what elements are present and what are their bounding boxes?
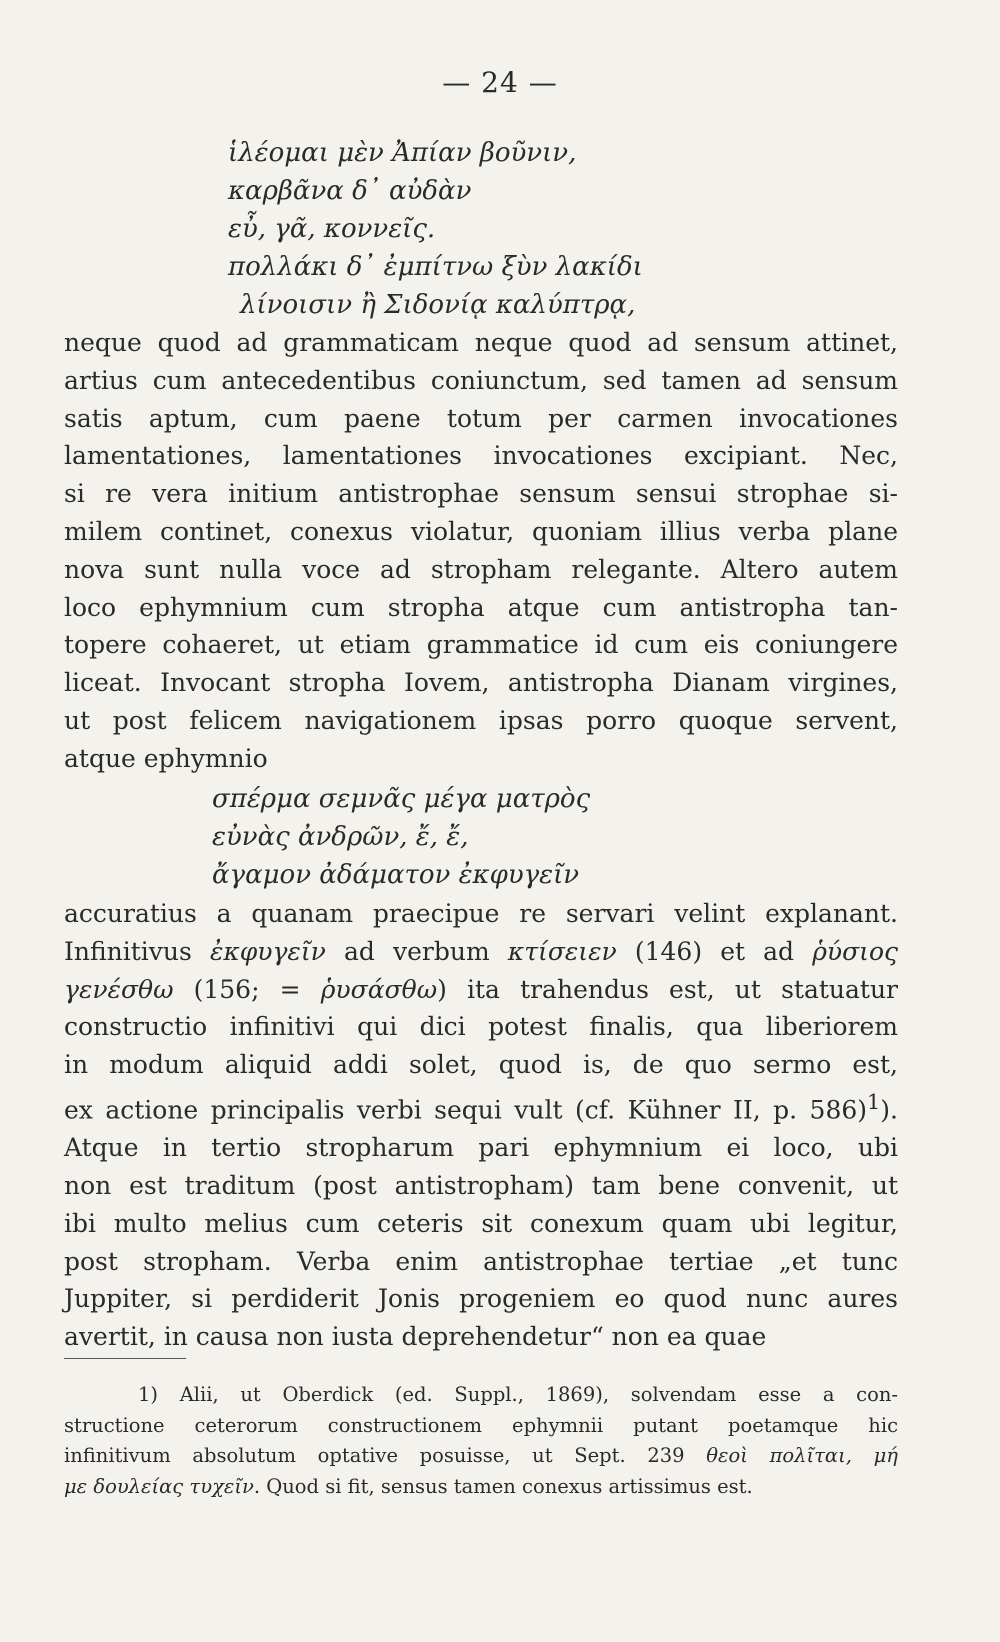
text-line: milem continet, conexus violatur, quoniam illius verba plane (64, 516, 898, 546)
text-line (64, 1472, 898, 1503)
text-span: ex actione principalis verbi sequi vult (cf. Kühner II, p. 586) (64, 1095, 868, 1125)
text-line (64, 1129, 898, 1167)
greek-inline-text: γενέσθω (64, 974, 174, 1004)
body-paragraph-2 (64, 895, 898, 1356)
text-line (64, 933, 898, 971)
text-span: Infinitivus (64, 936, 210, 966)
text-line: liceat. Invocant stropha Iovem, antistropha Dianam virgines, (64, 668, 898, 698)
text-line: lamentationes, lamentationes invocationes excipiant. Nec, (64, 441, 898, 471)
page-number: — 24 — (442, 66, 558, 99)
greek-inline-text: ῥυσάσθω (320, 974, 438, 1004)
text-line (64, 1046, 898, 1084)
greek-verse-line: καρβᾶνα δ᾽ αὐδὰν (228, 176, 472, 206)
text-span: ibi multo melius cum ceteris sit conexum quam ubi legitur, (64, 1208, 898, 1238)
text-line (64, 1167, 898, 1205)
body-paragraph-1 (64, 324, 898, 778)
text-span: ad verbum (325, 936, 508, 966)
text-span: Juppiter, si perdiderit Jonis progeniem eo quod nunc aures (64, 1284, 898, 1314)
text-span: accuratius a quanam praecipue re servari velint explanant. (64, 899, 898, 928)
greek-verse-line: λίνοισιν ἢ Σιδονίᾳ καλύπτρᾳ, (240, 290, 636, 320)
text-span: . Quod si fit, sensus tamen conexus artissimus est. (253, 1474, 753, 1498)
greek-verse-line: πολλάκι δ᾽ ἐμπίτνω ξὺν λακίδι (228, 252, 643, 282)
text-span: (156; = (173, 974, 321, 1004)
text-span: infinitivum absolutum optative posuisse, ut Sept. 239 (64, 1444, 707, 1467)
greek-inline-text: ῥύσιος (812, 936, 899, 966)
greek-verse-block-1 (228, 134, 643, 324)
text-line: loco ephymnium cum stropha atque cum antistropha tan- (64, 592, 898, 622)
text-span: 1) Alii, ut Oberdick (ed. Suppl., 1869), solvendam esse a con- (138, 1383, 898, 1406)
text-line (64, 1280, 898, 1318)
text-span: ). (880, 1095, 898, 1125)
footnote (64, 1380, 898, 1502)
text-line (64, 1243, 898, 1281)
greek-verse-block-2 (212, 780, 590, 894)
footnote-marker: 1 (867, 1089, 881, 1114)
text-span: post stropham. Verba enim antistrophae tertiae „et tunc (64, 1246, 898, 1276)
text-line: topere cohaeret, ut etiam grammatice id cum eis coniungere (64, 630, 898, 660)
greek-verse-line: ἱλέομαι μὲν Ἀπίαν βοῦνιν, (228, 138, 577, 168)
text-line: ut post felicem navigationem ipsas porro quoque servent, (64, 705, 898, 735)
text-line (64, 1008, 898, 1046)
text-line (64, 1380, 898, 1411)
text-line: atque ephymnio (64, 743, 268, 773)
text-span: in modum aliquid addi solet, quod is, de quo sermo est, (64, 1050, 898, 1080)
text-line (64, 1411, 898, 1442)
text-line (64, 1205, 898, 1243)
text-line (64, 1084, 898, 1129)
text-span: (146) et ad (616, 936, 813, 966)
text-line (64, 971, 898, 1009)
text-line: satis aptum, cum paene totum per carmen invocationes (64, 403, 898, 433)
text-line: neque quod ad grammaticam neque quod ad sensum attinet, (64, 328, 898, 357)
text-line (64, 1441, 898, 1472)
greek-inline-text: κτίσειεν (507, 936, 617, 966)
text-line: nova sunt nulla voce ad stropham relegante. Altero autem (64, 554, 898, 584)
greek-inline-text: με δουλείας τυχεῖν (64, 1474, 254, 1498)
text-span: Atque in tertio stropharum pari ephymnium ei loco, ubi (64, 1133, 898, 1163)
greek-verse-line: ἄγαμον ἀδάματον ἐκφυγεῖν (212, 860, 580, 890)
greek-inline-text: ἐκφυγεῖν (209, 936, 326, 966)
footnote-divider (64, 1358, 186, 1359)
text-span: avertit, in causa non iusta deprehendetur“ non ea quae (64, 1322, 767, 1352)
greek-verse-line: εὖ, γᾶ, κοννεῖς. (228, 214, 436, 244)
text-line: si re vera initium antistrophae sensum sensui strophae si- (64, 479, 898, 509)
text-span: constructio infinitivi qui dici potest finalis, qua liberiorem (64, 1012, 898, 1042)
text-span: non est traditum (post antistropham) tam bene convenit, ut (64, 1170, 898, 1200)
greek-inline-text: θεοὶ πολῖται, μή (706, 1444, 898, 1467)
text-line: artius cum antecedentibus coniunctum, sed tamen ad sensum (64, 365, 898, 395)
text-span: ) ita trahendus est, ut statuatur (437, 974, 898, 1004)
text-span: structione ceterorum constructionem ephymnii putant poetamque hic (64, 1413, 898, 1437)
greek-verse-line: σπέρμα σεμνᾶς μέγα ματρὸς (212, 784, 591, 814)
greek-verse-line: εὐνὰς ἀνδρῶν, ἔ, ἔ, (212, 822, 469, 852)
text-line (64, 895, 898, 933)
text-line (64, 1318, 898, 1356)
